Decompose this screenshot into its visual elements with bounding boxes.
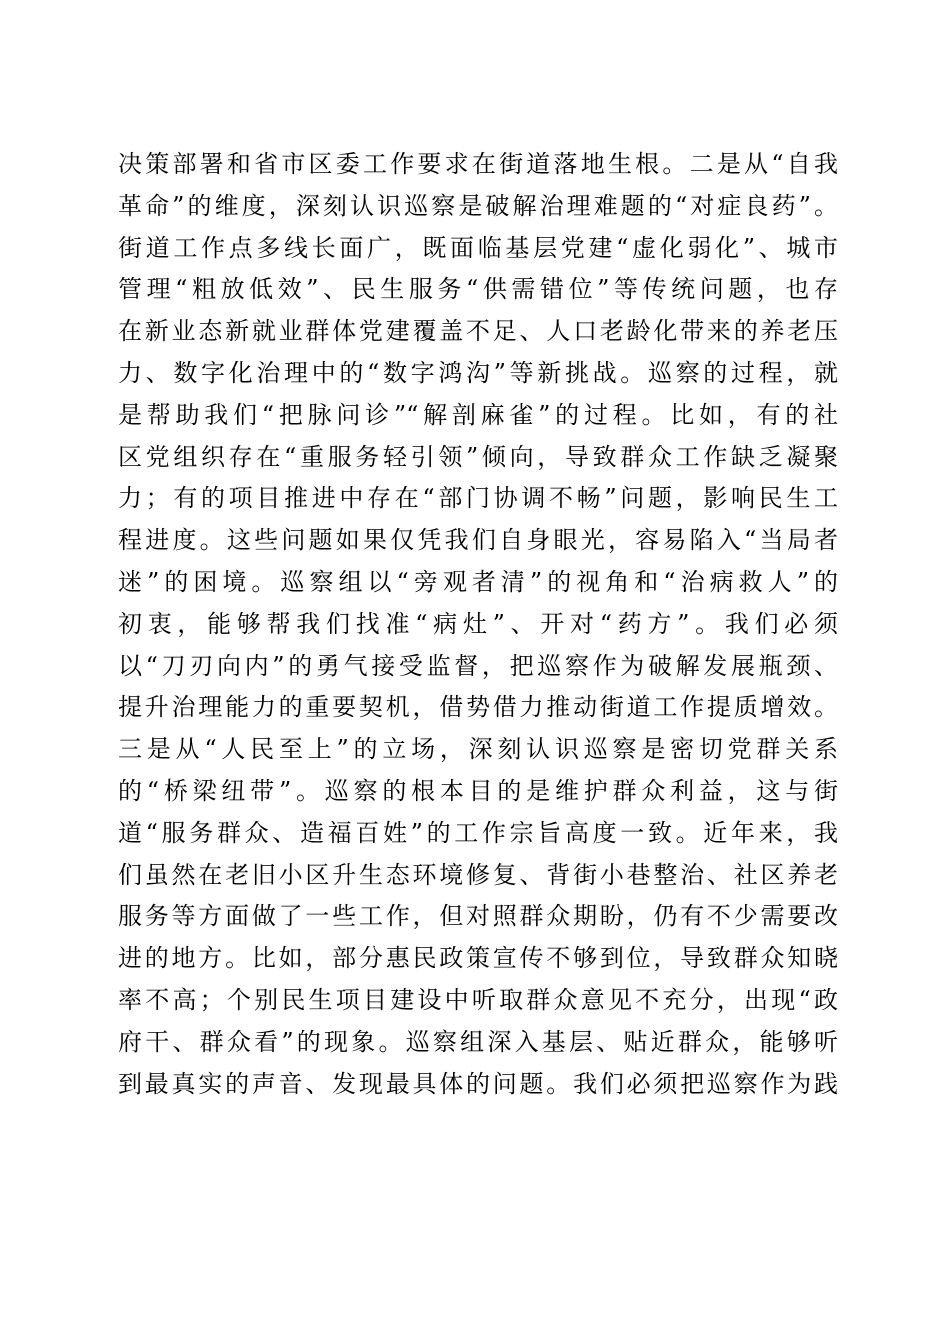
text-line: 革命”的维度，深刻认识巡察是破解治理难题的“对症良药”。	[118, 191, 838, 220]
text-line: 们虽然在老旧小区升生态环境修复、背街小巷整治、社区养老	[118, 860, 838, 889]
text-line: 提升治理能力的重要契机，借势借力推动街道工作提质增效。	[118, 693, 838, 722]
text-line: 力、数字化治理中的“数字鸿沟”等新挑战。巡察的过程，就	[118, 358, 838, 387]
text-line: 三是从“人民至上”的立场，深刻认识巡察是密切党群关系	[118, 735, 838, 764]
text-line: 道“服务群众、造福百姓”的工作宗旨高度一致。近年来，我	[118, 818, 838, 847]
text-line: 街道工作点多线长面广，既面临基层党建“虚化弱化”、城市	[118, 233, 838, 262]
text-line: 服务等方面做了一些工作，但对照群众期盼，仍有不少需要改	[118, 902, 838, 931]
text-line: 的“桥梁纽带”。巡察的根本目的是维护群众利益，这与街	[118, 776, 838, 805]
text-line: 以“刀刃向内”的勇气接受监督，把巡察作为破解发展瓶颈、	[118, 651, 838, 680]
text-line: 力；有的项目推进中存在“部门协调不畅”问题，影响民生工	[118, 484, 838, 513]
text-line: 决策部署和省市区委工作要求在街道落地生根。二是从“自我	[118, 150, 838, 178]
text-line: 程进度。这些问题如果仅凭我们自身眼光，容易陷入“当局者	[118, 526, 838, 555]
text-line: 到最真实的声音、发现最具体的问题。我们必须把巡察作为践	[118, 1069, 838, 1098]
text-line: 进的地方。比如，部分惠民政策宣传不够到位，导致群众知晓	[118, 944, 838, 973]
text-line: 率不高；个别民生项目建设中听取群众意见不充分，出现“政	[118, 985, 838, 1014]
text-line: 区党组织存在“重服务轻引领”倾向，导致群众工作缺乏凝聚	[118, 442, 838, 471]
text-line: 迷”的困境。巡察组以“旁观者清”的视角和“治病救人”的	[118, 567, 838, 596]
text-line: 在新业态新就业群体党建覆盖不足、人口老龄化带来的养老压	[118, 317, 838, 346]
body-text	[118, 144, 838, 1105]
text-line: 管理“粗放低效”、民生服务“供需错位”等传统问题，也存	[118, 275, 838, 304]
text-line: 初衷，能够帮我们找准“病灶”、开对“药方”。我们必须	[118, 609, 838, 638]
text-line: 是帮助我们“把脉问诊”“解剖麻雀”的过程。比如，有的社	[118, 400, 838, 429]
text-line: 府干、群众看”的现象。巡察组深入基层、贴近群众，能够听	[118, 1027, 838, 1056]
